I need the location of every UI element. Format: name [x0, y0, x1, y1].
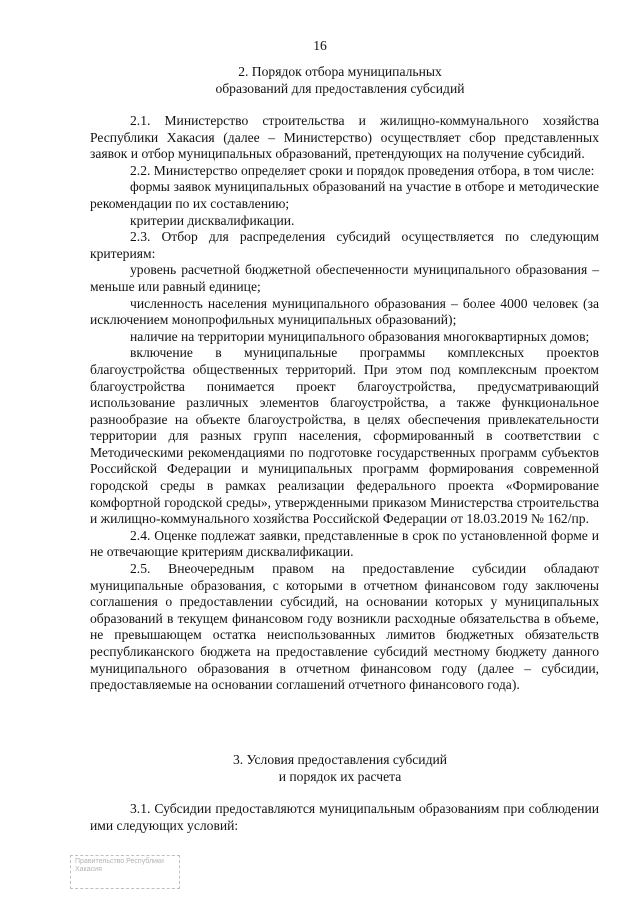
section-3-title-line-1: 3. Условия предоставления субсидий [232, 752, 448, 767]
paragraph-3-1: 3.1. Субсидии предоставляются муниципальным образованиям при соблюдении ими следующих условий: [90, 801, 599, 833]
section-3-title-line-2: и порядок их расчета [278, 768, 402, 784]
paragraph-2-2-item-criteria: критерии дисквалификации. [130, 212, 295, 228]
paragraph-2-4: 2.4. Оценке подлежат заявки, представленные в срок по установленной форме и не отвечающие критериям дисквалификации. [90, 527, 599, 560]
registration-stamp: Правительство Республики Хакасия [70, 855, 180, 889]
section-2-title-line-2: образований для предоставления субсидий [215, 80, 465, 96]
paragraph-2-5: 2.5. Внеочередным правом на предоставление субсидии обладают муниципальные образования, с которыми в отчетном финансовом году заключены соглашения о предоставлении субсидий, на основании которых у муниципальных образований в текущем финансовом году возникли расходные обязательства в объеме, не превышающем остатка неиспользованных лимитов бюджетных обязательств республиканского бюджета на предоставление субсидий местному бюджету данного муниципального образования в отчетном финансовом году (далее – субсидии, предоставляемые на основании соглашений отчетного финансового года). [90, 561, 599, 693]
section-3-heading [90, 752, 590, 785]
section-2-body [90, 113, 599, 694]
paragraph-2-2-item-forms: формы заявок муниципальных образований на участие в отборе и методические рекомендации по их составлению; [90, 179, 599, 211]
section-2-title-line-1: 2. Порядок отбора муниципальных [238, 64, 442, 79]
paragraph-2-2: 2.2. Министерство определяет сроки и порядок проведения отбора, в том числе: [130, 162, 595, 178]
section-3-body [90, 801, 599, 834]
paragraph-2-3-item-houses: наличие на территории муниципального образования многоквартирных домов; [130, 328, 590, 344]
paragraph-2-3-item-programs: включение в муниципальные программы комплексных проектов благоустройства общественных территорий. При этом под комплексным проектом благоустройства понимается проект благоустройства, предусматривающий использование различных элементов благоустройства, а также функциональное разнообразие на объекте благоустройства, в целях обеспечения привлекательности территории для разных групп населения, сформированный в соответствии с Методическими рекомендациями по подготовке государственных программ субъектов Российской Федерации и муниципальных программ формирования современной городской среды в рамках реализации федерального проекта «Формирование комфортной городской среды», утвержденными приказом Министерства строительства и жилищно-коммунального хозяйства Российской Федерации от 18.03.2019 № 162/пр. [90, 345, 599, 527]
paragraph-2-3-item-population: численность населения муниципального образования – более 4000 человек (за исключением монопрофильных муниципальных образований); [90, 295, 599, 328]
paragraph-2-3-item-budget: уровень расчетной бюджетной обеспеченности муниципального образования – меньше или равный единице; [90, 262, 599, 294]
paragraph-2-3: 2.3. Отбор для распределения субсидий осуществляется по следующим критериям: [90, 229, 599, 261]
section-2-heading [90, 64, 590, 97]
paragraph-2-1: 2.1. Министерство строительства и жилищно-коммунального хозяйства Республики Хакасия (далее – Министерство) осуществляет сбор представленных заявок и отбор муниципальных образований, претендующих на получение субсидий. [90, 113, 599, 162]
page-number: 16 [313, 38, 327, 53]
